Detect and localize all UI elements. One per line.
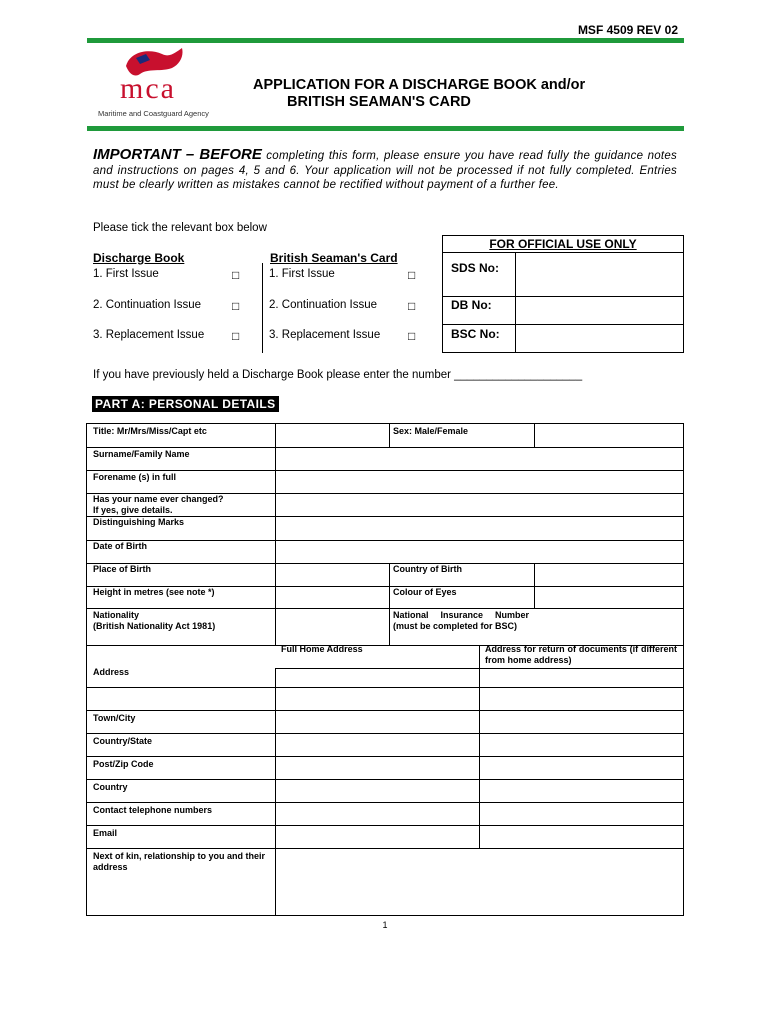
nationality-field[interactable]: [276, 609, 389, 645]
country-label: Country: [93, 782, 128, 792]
discharge-replacement-checkbox[interactable]: □: [232, 329, 240, 343]
ni-number-field[interactable]: [535, 609, 683, 645]
marks-label: Distinguishing Marks: [93, 517, 185, 527]
ni-number-label: National Insurance Number (must be completed for BSC): [393, 610, 529, 631]
home-address-label: Full Home Address: [281, 644, 363, 654]
important-lead: IMPORTANT – BEFORE: [93, 146, 262, 163]
form-reference: MSF 4509 REV 02: [577, 23, 678, 37]
seamans-card-heading: British Seaman's Card: [270, 251, 398, 265]
name-changed-field[interactable]: [276, 494, 683, 516]
marks-field[interactable]: [276, 517, 683, 540]
discharge-book-heading: Discharge Book: [93, 251, 185, 265]
pob-field[interactable]: [276, 564, 389, 586]
sex-label: Sex: Male/Female: [393, 426, 469, 436]
discharge-replacement-label: 3. Replacement Issue: [93, 329, 205, 341]
dob-label: Date of Birth: [93, 541, 147, 551]
eyes-field[interactable]: [535, 587, 683, 608]
home-address-field[interactable]: [276, 669, 479, 733]
discharge-first-issue-label: 1. First Issue: [93, 268, 159, 280]
next-of-kin-label: Next of kin, relationship to you and their address: [93, 851, 266, 872]
country-state-label: Country/State: [93, 736, 153, 746]
address-label: Address: [93, 667, 130, 677]
email-label: Email: [93, 828, 118, 838]
card-replacement-checkbox[interactable]: □: [408, 329, 416, 343]
name-changed-label: Has your name ever changed?: [93, 494, 224, 504]
title-field[interactable]: [276, 424, 389, 447]
discharge-continuation-label: 2. Continuation Issue: [93, 299, 202, 311]
important-text: completing this form, please ensure you have read fully the guidance notes and instructions on pages 4, 5 and 6. Your application will not be processed if not fully completed. Entries must be clearly written as mistakes cannot be rectified without payment of a further fee.: [93, 150, 677, 191]
top-green-rule: [87, 38, 684, 43]
part-a-heading: PART A: PERSONAL DETAILS: [92, 396, 279, 412]
card-continuation-label: 2. Continuation Issue: [269, 299, 378, 311]
surname-field[interactable]: [276, 448, 683, 470]
page-number: 1: [382, 920, 388, 930]
cob-label: Country of Birth: [393, 564, 462, 574]
height-field[interactable]: [276, 587, 389, 608]
card-replacement-label: 3. Replacement Issue: [269, 329, 381, 341]
bottom-green-rule: [87, 126, 684, 131]
card-first-issue-checkbox[interactable]: □: [408, 268, 416, 282]
card-first-issue-label: 1. First Issue: [269, 268, 335, 280]
title-label: Title: Mr/Mrs/Miss/Capt etc: [93, 426, 207, 436]
forename-label: Forename (s) in full: [93, 472, 177, 482]
svg-text:mca: mca: [120, 72, 176, 105]
form-title-line1: APPLICATION FOR A DISCHARGE BOOK and/or: [253, 77, 586, 93]
phone-label: Contact telephone numbers: [93, 805, 213, 815]
cob-field[interactable]: [535, 564, 683, 586]
card-continuation-checkbox[interactable]: □: [408, 299, 416, 313]
official-use-box: [442, 235, 684, 353]
next-of-kin-field[interactable]: [276, 849, 683, 915]
sds-number-label: SDS No:: [451, 261, 499, 275]
return-address-field[interactable]: [480, 669, 683, 733]
dob-field[interactable]: [276, 541, 683, 563]
surname-label: Surname/Family Name: [93, 449, 190, 459]
nationality-label: Nationality: [93, 610, 140, 620]
db-number-label: DB No:: [451, 298, 492, 312]
forename-field[interactable]: [276, 471, 683, 493]
tick-instruction: Please tick the relevant box below: [93, 222, 267, 234]
official-use-heading: FOR OFFICIAL USE ONLY: [443, 236, 683, 253]
form-title-line2: BRITISH SEAMAN'S CARD: [287, 94, 471, 110]
return-address-label: Address for return of documents (if different from home address): [485, 644, 677, 665]
discharge-continuation-checkbox[interactable]: □: [232, 299, 240, 313]
pob-label: Place of Birth: [93, 564, 152, 574]
mca-logo: [96, 44, 226, 122]
bsc-number-label: BSC No:: [451, 327, 500, 341]
name-changed-sub: If yes, give details.: [93, 505, 173, 515]
nationality-sub: (British Nationality Act 1981): [93, 621, 216, 631]
important-notice: [93, 148, 677, 193]
options-divider: [262, 263, 263, 353]
height-label: Height in metres (see note *): [93, 587, 215, 597]
discharge-first-issue-checkbox[interactable]: □: [232, 268, 240, 282]
personal-details-table: [86, 423, 684, 916]
svg-text:Maritime and Coastguard Agency: Maritime and Coastguard Agency: [98, 109, 209, 118]
previous-book-number-field[interactable]: If you have previously held a Discharge Book please enter the number ____________________: [93, 369, 583, 381]
postcode-label: Post/Zip Code: [93, 759, 154, 769]
eyes-label: Colour of Eyes: [393, 587, 457, 597]
sex-field[interactable]: [535, 424, 683, 447]
town-label: Town/City: [93, 713, 136, 723]
